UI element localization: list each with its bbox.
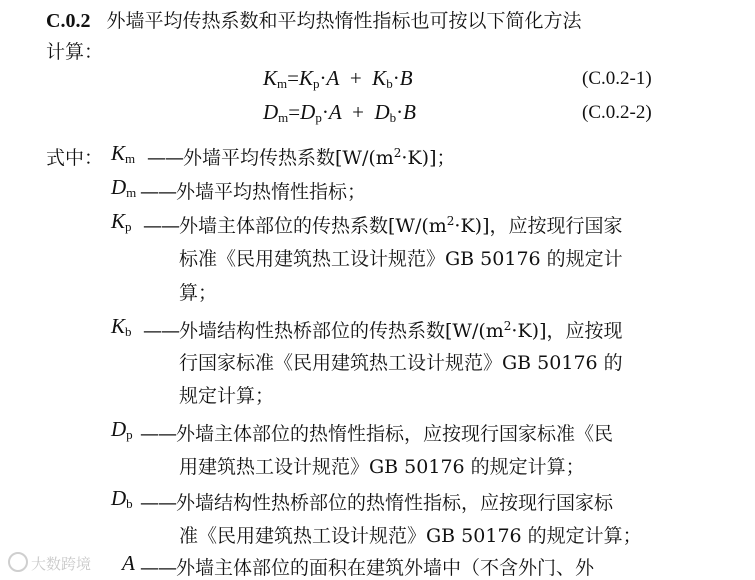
equation-number-1: (C.0.2-1) xyxy=(582,68,652,89)
symbol-Db: $D_b$ xyxy=(111,486,133,511)
equation-number-2: (C.0.2-2) xyxy=(582,102,652,123)
definition-Kp-line1: ——外墙主体部位的传热系数$[W/(m^2\cdot K)]$，应按现行国家 xyxy=(143,214,623,237)
symbol-Dp: $D_p$ xyxy=(111,417,133,442)
definition-Km: ——外墙平均传热系数$[W/(m^2\cdot K)]$； xyxy=(147,146,456,169)
definition-Kb-line3: 规定计算； xyxy=(179,385,275,407)
definition-Dp-line1: ——外墙主体部位的热惰性指标，应按现行国家标准《民 xyxy=(140,423,614,445)
watermark-text: 大数跨境 xyxy=(31,555,92,573)
formula-1: $K_m=K_p\cdot A + K_b\cdot B$ xyxy=(263,66,413,91)
symbol-Dm: $D_m$ xyxy=(111,175,137,200)
definition-Kp-line2: 标准《民用建筑热工设计规范》GB 50176 的规定计 xyxy=(179,248,623,270)
symbol-A: A xyxy=(122,551,135,575)
clause-heading xyxy=(46,6,582,33)
symbol-Kb: $K_b$ xyxy=(111,314,132,339)
where-label: 式中： xyxy=(46,147,104,169)
definition-Db-line1: ——外墙结构性热桥部位的热惰性指标，应按现行国家标 xyxy=(140,492,614,514)
clause-number: C.0.2 xyxy=(46,10,91,32)
definition-Kb-line1: ——外墙结构性热桥部位的传热系数$[W/(m^2\cdot K)]$，应按现 xyxy=(143,319,623,342)
clause-text-line2: 计算： xyxy=(46,41,104,63)
definition-Db-line2: 准《民用建筑热工设计规范》GB 50176 的规定计算； xyxy=(179,525,642,547)
formula-2: $D_m=D_p\cdot A + D_b\cdot B$ xyxy=(263,100,416,125)
definition-Kp-line3: 算； xyxy=(179,282,218,304)
definition-Dp-line2: 用建筑热工设计规范》GB 50176 的规定计算； xyxy=(179,456,585,478)
watermark-logo-icon xyxy=(8,552,28,572)
definition-Dm: ——外墙平均热惰性指标； xyxy=(140,181,367,203)
clause-text-line1: 外墙平均传热系数和平均热惰性指标也可按以下简化方法 xyxy=(106,10,582,32)
symbol-Km: $K_m$ xyxy=(111,141,136,166)
definition-A-line1: ——外墙主体部位的面积在建筑外墙中（不含外门、外 xyxy=(140,557,595,579)
symbol-Kp: $K_p$ xyxy=(111,209,132,234)
definition-Kb-line2: 行国家标准《民用建筑热工设计规范》GB 50176 的 xyxy=(179,352,623,374)
watermark xyxy=(8,552,91,574)
